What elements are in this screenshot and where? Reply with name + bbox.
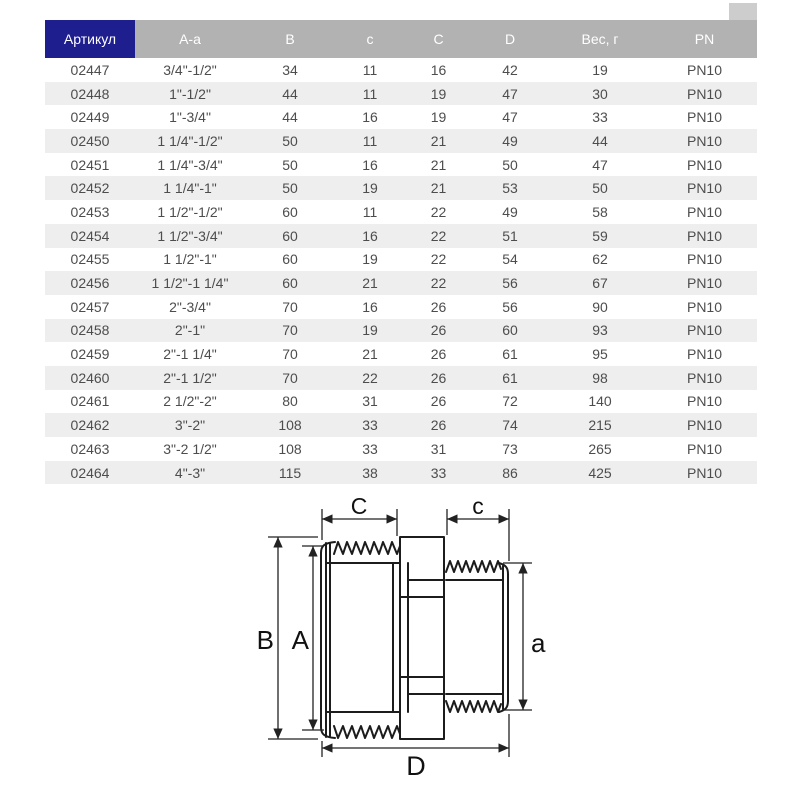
column-header-d: D — [472, 20, 548, 58]
table-row — [45, 413, 757, 437]
table-cell: 42 — [502, 61, 518, 78]
table-cell: 02459 — [70, 346, 110, 363]
table-cell: 26 — [430, 346, 447, 363]
table-cell: 21 — [430, 180, 447, 197]
column-header-pn: PN — [652, 20, 757, 58]
table-cell: 1 1/2"-1" — [163, 251, 217, 268]
table-cell: 70 — [282, 369, 298, 386]
table-cell: 50 — [282, 156, 298, 173]
table-cell: 11 — [362, 61, 378, 78]
table-cell: PN10 — [686, 417, 723, 434]
table-row — [45, 129, 757, 153]
table-row — [45, 153, 757, 177]
table-cell: 02453 — [70, 203, 110, 220]
table-cell: 61 — [502, 369, 518, 386]
table-cell: 47 — [502, 109, 518, 126]
table-cell: 80 — [282, 393, 298, 410]
table-cell: 22 — [430, 203, 447, 220]
table-cell: 02450 — [70, 132, 110, 149]
table-cell: 16 — [362, 156, 378, 173]
column-header-b: B — [245, 20, 335, 58]
table-cell: 26 — [430, 417, 447, 434]
table-row — [45, 200, 757, 224]
table-cell: 60 — [282, 251, 298, 268]
table-cell: 54 — [502, 251, 518, 268]
table-cell: 33 — [362, 440, 378, 457]
table-cell: 1"-1/2" — [169, 85, 211, 102]
table-cell: 2"-3/4" — [169, 298, 211, 315]
table-cell: 59 — [592, 227, 608, 244]
table-cell: 22 — [430, 251, 447, 268]
table-cell: 2 1/2"-2" — [163, 393, 217, 410]
fitting-outline — [321, 537, 508, 739]
table-cell: PN10 — [686, 322, 723, 339]
table-cell: 16 — [362, 109, 378, 126]
table-cell: 02448 — [70, 85, 110, 102]
table-cell: 425 — [588, 464, 612, 481]
table-cell: 50 — [282, 180, 298, 197]
column-header-article: Артикул — [45, 20, 135, 58]
table-cell: 11 — [362, 132, 378, 149]
table-cell: PN10 — [686, 275, 723, 292]
table-cell: 70 — [282, 346, 298, 363]
table-cell: PN10 — [686, 180, 723, 197]
table-cell: 72 — [502, 393, 518, 410]
table-cell: 44 — [592, 132, 608, 149]
dim-label-c: c — [472, 493, 484, 519]
table-cell: 02458 — [70, 322, 110, 339]
table-cell: 02461 — [70, 393, 110, 410]
table-row — [45, 224, 757, 248]
table-cell: 02457 — [70, 298, 110, 315]
table-cell: 115 — [278, 464, 302, 481]
table-cell: 60 — [282, 275, 298, 292]
table-cell: 3"-2 1/2" — [163, 440, 217, 457]
table-cell: 16 — [362, 227, 378, 244]
table-cell: 98 — [592, 369, 608, 386]
dim-label-B: B — [256, 625, 274, 655]
table-cell: 47 — [592, 156, 608, 173]
table-cell: 49 — [502, 132, 518, 149]
table-cell: 140 — [588, 393, 612, 410]
table-cell: 31 — [362, 393, 378, 410]
dim-label-a: a — [531, 628, 546, 658]
table-cell: 70 — [282, 322, 298, 339]
table-cell: PN10 — [686, 85, 723, 102]
table-cell: PN10 — [686, 346, 723, 363]
header-corner-artifact — [729, 3, 757, 20]
table-cell: 50 — [592, 180, 608, 197]
table-cell: 38 — [362, 464, 378, 481]
table-cell: 30 — [592, 85, 608, 102]
table-cell: PN10 — [686, 251, 723, 268]
table-cell: 02460 — [70, 369, 110, 386]
table-row — [45, 295, 757, 319]
table-row — [45, 366, 757, 390]
table-cell: 19 — [430, 85, 447, 102]
table-cell: 16 — [430, 61, 447, 78]
table-cell: PN10 — [686, 156, 723, 173]
table-cell: PN10 — [686, 369, 723, 386]
table-cell: 108 — [278, 440, 302, 457]
column-header-weight: Вес, г — [548, 20, 652, 58]
table-row — [45, 248, 757, 272]
table-cell: 22 — [430, 275, 447, 292]
table-cell: 1 1/4"-1/2" — [157, 132, 223, 149]
table-cell: 21 — [430, 132, 447, 149]
table-row — [45, 342, 757, 366]
table-row — [45, 82, 757, 106]
table-cell: 19 — [362, 251, 378, 268]
dim-label-C: C — [350, 493, 368, 519]
table-cell: 02451 — [70, 156, 110, 173]
table-cell: 02462 — [70, 417, 110, 434]
table-cell: 31 — [430, 440, 447, 457]
table-cell: 1 1/2"-1/2" — [157, 203, 223, 220]
table-cell: 26 — [430, 369, 447, 386]
table-cell: 19 — [362, 180, 378, 197]
table-cell: 73 — [502, 440, 518, 457]
table-cell: 2"-1" — [174, 322, 206, 339]
table-cell: 2"-1 1/2" — [163, 369, 217, 386]
table-cell: PN10 — [686, 298, 723, 315]
table-cell: 26 — [430, 393, 447, 410]
table-cell: 60 — [502, 322, 518, 339]
table-cell: 3"-2" — [174, 417, 206, 434]
table-cell: 02463 — [70, 440, 110, 457]
table-cell: PN10 — [686, 203, 723, 220]
table-cell: 02464 — [70, 464, 110, 481]
table-cell: 90 — [592, 298, 608, 315]
table-cell: 61 — [502, 346, 518, 363]
table-cell: 44 — [282, 109, 298, 126]
table-cell: 47 — [502, 85, 518, 102]
table-cell: 21 — [430, 156, 447, 173]
table-cell: 21 — [362, 346, 378, 363]
table-cell: PN10 — [686, 393, 723, 410]
table-cell: 22 — [362, 369, 378, 386]
table-cell: 1 1/2"-1 1/4" — [151, 275, 229, 292]
table-cell: PN10 — [686, 227, 723, 244]
table-cell: 58 — [592, 203, 608, 220]
table-cell: 50 — [282, 132, 298, 149]
column-header-a-a: A-a — [135, 20, 245, 58]
table-body — [45, 58, 757, 484]
table-header-row — [45, 20, 757, 58]
table-cell: 1 1/4"-3/4" — [157, 156, 223, 173]
table-cell: 11 — [362, 85, 378, 102]
table-cell: 4"-3" — [174, 464, 206, 481]
table-cell: 74 — [502, 417, 518, 434]
table-cell: 93 — [592, 322, 608, 339]
table-cell: 02449 — [70, 109, 110, 126]
table-row — [45, 319, 757, 343]
table-cell: 33 — [592, 109, 608, 126]
table-cell: PN10 — [686, 464, 723, 481]
table-cell: 02454 — [70, 227, 110, 244]
table-cell: 44 — [282, 85, 298, 102]
table-cell: 16 — [362, 298, 378, 315]
table-cell: 34 — [282, 61, 298, 78]
table-cell: 02456 — [70, 275, 110, 292]
table-cell: 95 — [592, 346, 608, 363]
table-cell: 60 — [282, 227, 298, 244]
table-cell: PN10 — [686, 132, 723, 149]
dim-label-A: A — [291, 625, 309, 655]
table-cell: 51 — [502, 227, 518, 244]
table-cell: 33 — [430, 464, 447, 481]
table-cell: PN10 — [686, 109, 723, 126]
table-row — [45, 461, 757, 485]
table-cell: 19 — [592, 61, 608, 78]
table-cell: 86 — [502, 464, 518, 481]
table-cell: 02447 — [70, 61, 110, 78]
table-cell: 02455 — [70, 251, 110, 268]
table-cell: 56 — [502, 275, 518, 292]
table-row — [45, 390, 757, 414]
table-cell: PN10 — [686, 440, 723, 457]
table-cell: 3/4"-1/2" — [163, 61, 217, 78]
table-cell: 67 — [592, 275, 608, 292]
table-cell: 1"-3/4" — [169, 109, 211, 126]
table-cell: 50 — [502, 156, 518, 173]
table-row — [45, 271, 757, 295]
table-cell: 56 — [502, 298, 518, 315]
table-cell: 53 — [502, 180, 518, 197]
table-cell: 21 — [362, 275, 378, 292]
table-row — [45, 105, 757, 129]
table-cell: 265 — [588, 440, 612, 457]
table-cell: 26 — [430, 298, 447, 315]
table-cell: 19 — [362, 322, 378, 339]
technical-drawing — [230, 490, 570, 800]
table-cell: 26 — [430, 322, 447, 339]
table-cell: 33 — [362, 417, 378, 434]
table-cell: 19 — [430, 109, 447, 126]
table-cell: 02452 — [70, 180, 110, 197]
table-cell: PN10 — [686, 61, 723, 78]
table-cell: 62 — [592, 251, 608, 268]
column-header-c-big: C — [405, 20, 472, 58]
table-cell: 215 — [588, 417, 612, 434]
spec-table — [45, 20, 757, 484]
table-row — [45, 58, 757, 82]
column-header-c-small: c — [335, 20, 405, 58]
table-cell: 22 — [430, 227, 447, 244]
table-cell: 11 — [362, 203, 378, 220]
dim-label-D: D — [406, 751, 426, 781]
table-row — [45, 176, 757, 200]
table-cell: 2"-1 1/4" — [163, 346, 217, 363]
table-cell: 108 — [278, 417, 302, 434]
table-cell: 1 1/4"-1" — [163, 180, 217, 197]
table-row — [45, 437, 757, 461]
table-cell: 49 — [502, 203, 518, 220]
table-cell: 1 1/2"-3/4" — [157, 227, 223, 244]
table-cell: 70 — [282, 298, 298, 315]
table-cell: 60 — [282, 203, 298, 220]
